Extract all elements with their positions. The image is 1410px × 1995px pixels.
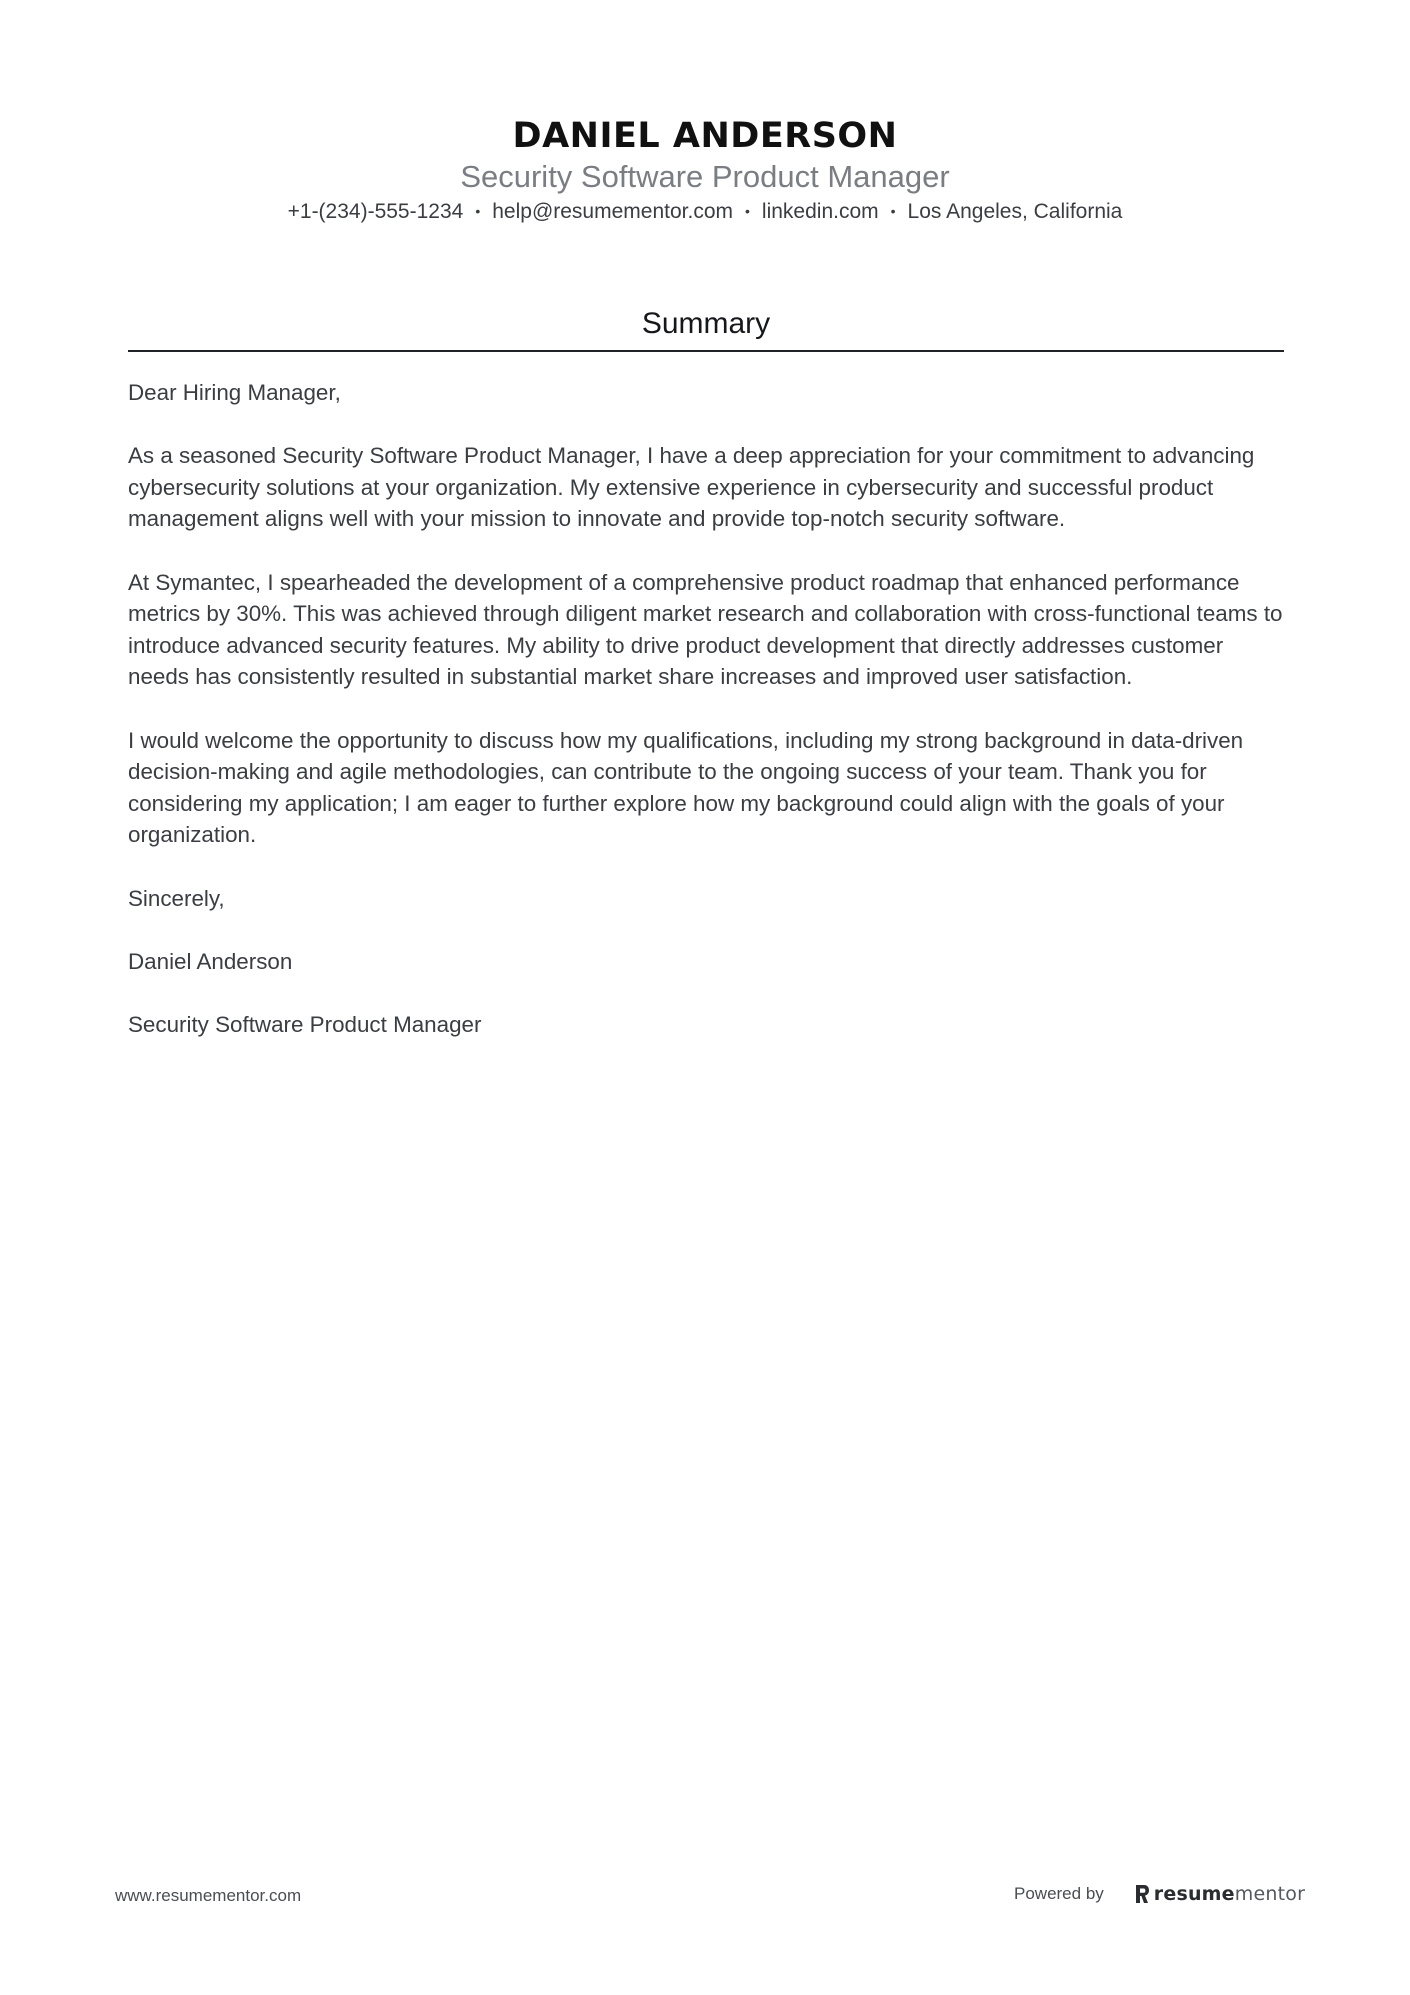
contact-line [0,196,1410,227]
contact-phone: +1-(234)-555-1234 [287,200,464,223]
brand-name-bold: resume [1153,1883,1235,1905]
powered-by-label: Powered by [1014,1884,1104,1903]
letter-salutation: Dear Hiring Manager, [128,380,341,405]
contact-separator: • [475,203,481,219]
letter-body [128,377,1288,1072]
contact-separator: • [745,203,750,219]
footer-branding [1014,1880,1305,1908]
letter-paragraph: At Symantec, I spearheaded the development of a comprehensive product roadmap that enhanced performance metrics by 30%. This was achieved through diligent market research and collaboration with cross-functional teams to introduce advanced security features. My ability to drive product development that directly addresses customer needs has consistently resulted in substantial market share increases and improved user satisfaction. [128,569,1283,690]
footer-website[interactable]: www.resumementor.com [115,1886,302,1905]
contact-location: Los Angeles, California [907,200,1123,223]
contact-email: help@resumementor.com [492,200,733,223]
contact-linkedin: linkedin.com [761,200,879,223]
letter-paragraph: I would welcome the opportunity to discuss how my qualifications, including my strong background in data-driven decision-making and agile methodologies, can contribute to the ongoing success of your team. Thank you for considering my application; I am eager to further explore how my background could align with the goals of your organization. [128,727,1244,848]
signature-name: Daniel Anderson [128,948,293,974]
candidate-name: DANIEL ANDERSON [512,116,898,156]
section-title-summary: Summary [641,307,771,340]
letter-closing: Sincerely, [128,885,225,911]
letter-paragraph: As a seasoned Security Software Product Manager, I have a deep appreciation for your commitment to advancing cybersecurity solutions at your organization. My extensive experience in cybersecurity and successful product management aligns well with your mission to innovate and provide top-notch security software. [128,443,1255,532]
resumementor-logo-icon [1134,1883,1150,1905]
resume-header [0,112,1410,227]
candidate-job-title: Security Software Product Manager [460,159,950,194]
contact-separator: • [890,203,896,219]
signature-title: Security Software Product Manager [128,1011,482,1037]
brand-name-light: mentor [1234,1883,1306,1905]
resumementor-logo[interactable] [1134,1883,1305,1905]
section-divider [128,350,1284,352]
